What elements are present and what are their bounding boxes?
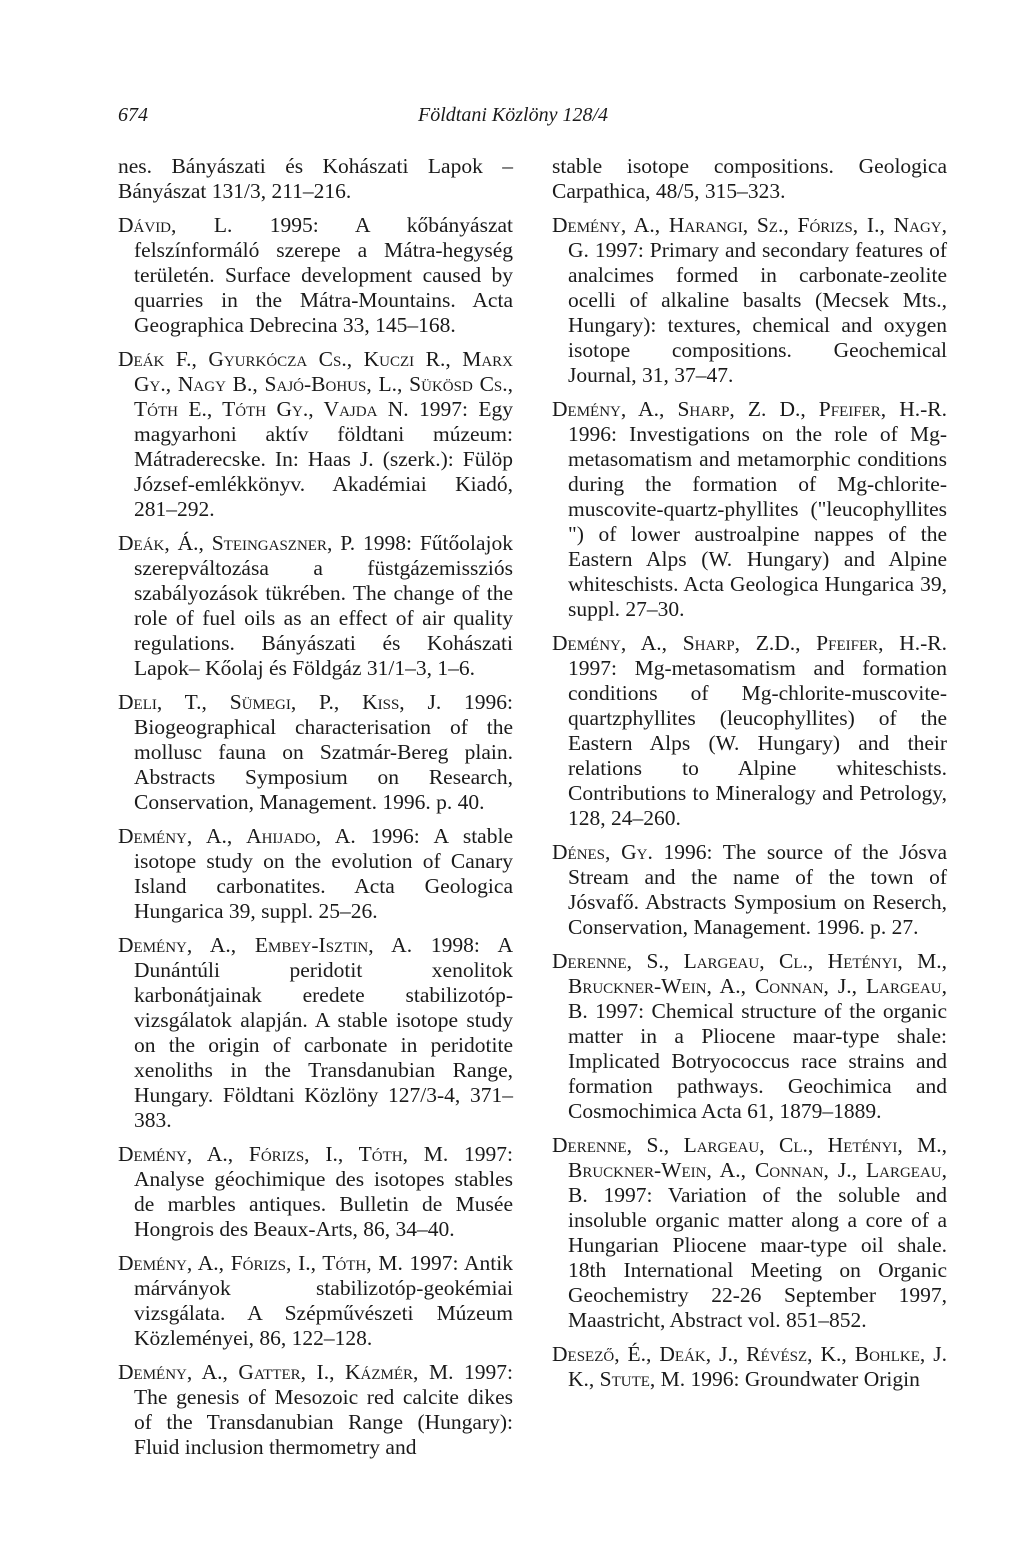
reference-entry: stable isotope compositions. Geologica Carpathica, 48/5, 315–323. [552,154,947,203]
reference-authors: Deák F., Gyurkócza Cs., Kuczi R., Marx Gy., Nagy B., Sajó-Bohus, L., Sükösd Cs., Tóth E., Tóth Gy., Vajda N. [118,347,513,421]
reference-entry: Deák, Á., Steingaszner, P. 1998: Fűtőolajok szerepváltozása a füstgázemissziós szabályozások tükrében. The change of the role of fuel oils as an effect of air quality regulations. Bányászati és Kohászati Lapok– Kőolaj és Földgáz 31/1–3, 1–6. [118,531,513,680]
reference-authors: Deák, Á., Steingaszner, P. [118,531,356,555]
running-head [118,104,908,134]
reference-entry: Demény, A., Ahijado, A. 1996: A stable isotope study on the evolution of Canary Island carbonatites. Acta Geologica Hungarica 39, suppl. 25–26. [118,824,513,923]
reference-authors: Demény, A., Sharp, Z.D., Pfeifer, H.-R. [552,631,947,655]
reference-entry: Derenne, S., Largeau, Cl., Hetényi, M., Bruckner-Wein, A., Connan, J., Largeau, B. 1997: Variation of the soluble and insoluble organic matter along a core of a Hungarian Pliocene maar-type oil shale. 18th International Meeting on Organic Geochemistry 22-26 September 1997, Maastricht, Abstract vol. 851–852. [552,1133,948,1332]
reference-authors: Demény, A., Fórizs, I., Tóth, M. [118,1142,449,1166]
reference-authors: Deli, T., Sümegi, P., Kiss, J. [118,690,442,714]
left-column [118,154,513,1469]
reference-entry: Deli, T., Sümegi, P., Kiss, J. 1996: Biogeographical characterisation of the mollusc fauna on Szatmár-Bereg plain. Abstracts Symposium on Research, Conservation, Management. 1996. p. 40. [118,690,514,814]
reference-entry: Desező, É., Deák, J., Révész, K., Bohlke, J. K., Stute, M. 1996: Groundwater Origin [552,1342,947,1391]
right-column [552,154,947,1401]
reference-authors: Demény, A., Fórizs, I., Tóth, M. [118,1251,403,1275]
reference-entry: Dénes, Gy. 1996: The source of the Jósva Stream and the name of the town of Jósvafő. Abstracts Symposium on Reserch, Conservation, Management. 1996. p. 27. [552,840,948,939]
reference-entry: Demény, A., Fórizs, I., Tóth, M. 1997: Antik márványok stabilizotóp-geokémiai vizsgálata. A Szépművészeti Múzeum Közleményei, 86, 122–128. [118,1251,514,1350]
journal-title: Földtani Közlöny 128/4 [418,104,608,126]
reference-entry: Derenne, S., Largeau, Cl., Hetényi, M., Bruckner-Wein, A., Connan, J., Largeau, B. 1997: Chemical structure of the organic matter in a Pliocene maar-type shale: Implicated Botryococcus race strains and formation pathways. Geochimica and Cosmochimica Acta 61, 1879–1889. [552,949,947,1123]
reference-authors: Demény, A., Embey-Isztin, A. [118,933,413,957]
reference-entry: Deák F., Gyurkócza Cs., Kuczi R., Marx Gy., Nagy B., Sajó-Bohus, L., Sükösd Cs., Tóth E., Tóth Gy., Vajda N. 1997: Egy magyarhoni aktív földtani múzeum: Mátraderecske. In: Haas J. (szerk.): Fülöp József-emlékkönyv. Akadémiai Kiadó, 281–292. [118,347,514,521]
reference-authors: Demény, A., Ahijado, A. [118,824,356,848]
reference-entry: Demény, A., Sharp, Z. D., Pfeifer, H.-R. 1996: Investigations on the role of Mg-metasomatism and metamorphic conditions during the formation of Mg-chlorite-muscovite-quartz-phyllites ("leucophyllites ") of lower austroalpine nappes of the Eastern Alps (W. Hungary) and Alpine whiteschists. Acta Geologica Hungarica 39, suppl. 27–30. [552,397,947,621]
reference-entry: Demény, A., Gatter, I., Kázmér, M. 1997: The genesis of Mesozoic red calcite dikes of the Transdanubian Range (Hungary): Fluid inclusion thermometry and [118,1360,514,1459]
reference-entry: Demény, A., Sharp, Z.D., Pfeifer, H.-R. 1997: Mg-metasomatism and formation conditions of Mg-chlorite-muscovite-quartzphyllites (leucophyllites) of the Eastern Alps (W. Hungary) and their relations to Alpine whiteschists. Contributions to Mineralogy and Petrology, 128, 24–260. [552,631,947,830]
reference-authors: Demény, A., Gatter, I., Kázmér, M. [118,1360,454,1384]
reference-entry: nes. Bányászati és Kohászati Lapok – Bányászat 131/3, 211–216. [118,154,513,203]
reference-authors: Demény, A., Harangi, Sz., Fórizs, I., Nagy, G. [552,213,947,262]
reference-authors: Demény, A., Sharp, Z. D., Pfeifer, H.-R. [552,397,947,421]
reference-entry: Dávid, L. 1995: A kőbányászat felszínformáló szerepe a Mátra-hegység területén. Surface development caused by quarries in the Mátra-Mountains. Acta Geographica Debrecina 33, 145–168. [118,213,514,337]
reference-entry: Demény, A., Fórizs, I., Tóth, M. 1997: Analyse géochimique des isotopes stables de marbles antiques. Bulletin de Musée Hongrois des Beaux-Arts, 86, 34–40. [118,1142,513,1241]
reference-entry: Demény, A., Embey-Isztin, A. 1998: A Dunántúli peridotit xenolitok karbonátjainak eredete stabilizotóp-vizsgálatok alapján. A stable isotope study on the origin of carbonate in peridotite xenoliths in the Transdanubian Range, Hungary. Földtani Közlöny 127/3-4, 371–383. [118,933,513,1132]
reference-authors: Dávid, L. [118,213,233,237]
reference-authors: Dénes, Gy. [552,840,653,864]
reference-authors: Derenne, S., Largeau, Cl., Hetényi, M., Bruckner-Wein, A., Connan, J., Largeau, B. [552,949,947,1023]
reference-entry: Demény, A., Harangi, Sz., Fórizs, I., Nagy, G. 1997: Primary and secondary features of analcimes formed in carbonate-zeolite ocelli of alkaline basalts (Mecsek Mts., Hungary): textures, chemical and oxygen isotope compositions. Geochemical Journal, 31, 37–47. [552,213,947,387]
reference-authors: Desező, É., Deák, J., Révész, K., Bohlke, J. K., Stute, M. [552,1342,947,1391]
reference-authors: Derenne, S., Largeau, Cl., Hetényi, M., Bruckner-Wein, A., Connan, J., Largeau, B. [552,1133,947,1207]
page-number: 674 [118,104,148,126]
